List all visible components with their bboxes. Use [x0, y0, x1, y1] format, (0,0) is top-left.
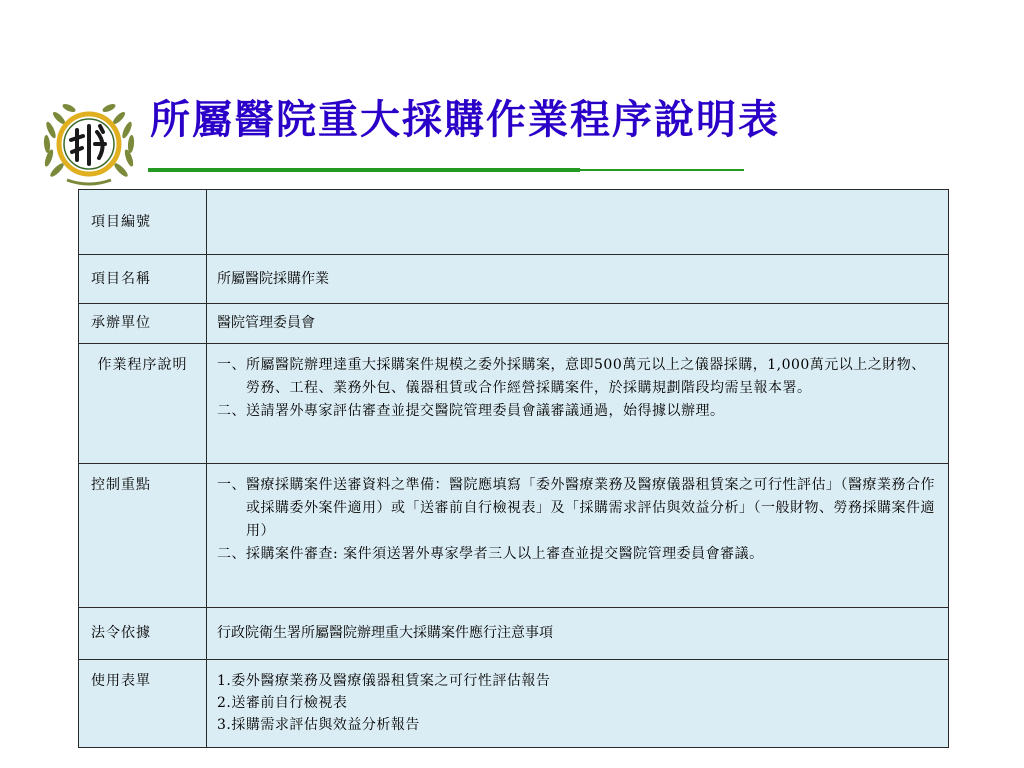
row-value: 所屬醫院採購作業	[207, 255, 949, 304]
table-row-item-name	[79, 255, 949, 304]
emblem-logo-icon	[37, 90, 141, 190]
forms-list	[217, 670, 938, 736]
row-label: 法令依據	[79, 608, 207, 660]
row-label: 項目名稱	[79, 255, 207, 304]
list-item: 3.採購需求評估與效益分析報告	[217, 717, 420, 733]
procedure-table	[78, 189, 949, 748]
table-row-procedure	[79, 344, 949, 464]
list-item: 一、 所屬醫院辦理達重大採購案件規模之委外採購案，意即500萬元以上之儀器採購，1,000萬元以上之財物、勞務、工程、業務外包、儀器租賃或合作經營採購案件，於採購規劃階段均需呈報本署。	[217, 357, 926, 396]
list-item: 2.送審前自行檢視表	[217, 695, 348, 711]
table-row-item-number	[79, 190, 949, 255]
row-label: 使用表單	[79, 660, 207, 748]
row-value	[207, 464, 949, 608]
row-value: 醫院管理委員會	[207, 304, 949, 344]
row-label: 項目編號	[79, 190, 207, 255]
table-row-department	[79, 304, 949, 344]
row-label: 控制重點	[79, 464, 207, 608]
row-label: 承辦單位	[79, 304, 207, 344]
table-row-control-points	[79, 464, 949, 608]
list-item: 一、 醫療採購案件送審資料之準備：醫院應填寫「委外醫療業務及醫療儀器租賃案之可行性評估」（醫療業務合作或採購委外案件適用）或「送審前自行檢視表」及「採購需求評估與效益分析」（一般財物、勞務採購案件適用）	[217, 477, 935, 539]
list-item: 二、 採購案件審查: 案件須送署外專家學者三人以上審查並提交醫院管理委員會審議。	[217, 546, 764, 562]
table-row-forms	[79, 660, 949, 748]
page-title: 所屬醫院重大採購作業程序說明表	[150, 96, 780, 143]
control-points-list	[217, 474, 938, 566]
list-item: 1.委外醫療業務及醫療儀器租賃案之可行性評估報告	[217, 673, 551, 689]
row-value	[207, 344, 949, 464]
row-value	[207, 660, 949, 748]
list-item: 二、 送請署外專家評估審查並提交醫院管理委員會議審議通過，始得據以辦理。	[217, 403, 725, 419]
row-label: 作業程序說明	[79, 344, 207, 464]
table-row-legal-basis	[79, 608, 949, 660]
procedure-list	[217, 354, 938, 423]
row-value: 行政院衛生署所屬醫院辦理重大採購案件應行注意事項	[207, 608, 949, 660]
title-underline	[148, 168, 744, 173]
row-value	[207, 190, 949, 255]
